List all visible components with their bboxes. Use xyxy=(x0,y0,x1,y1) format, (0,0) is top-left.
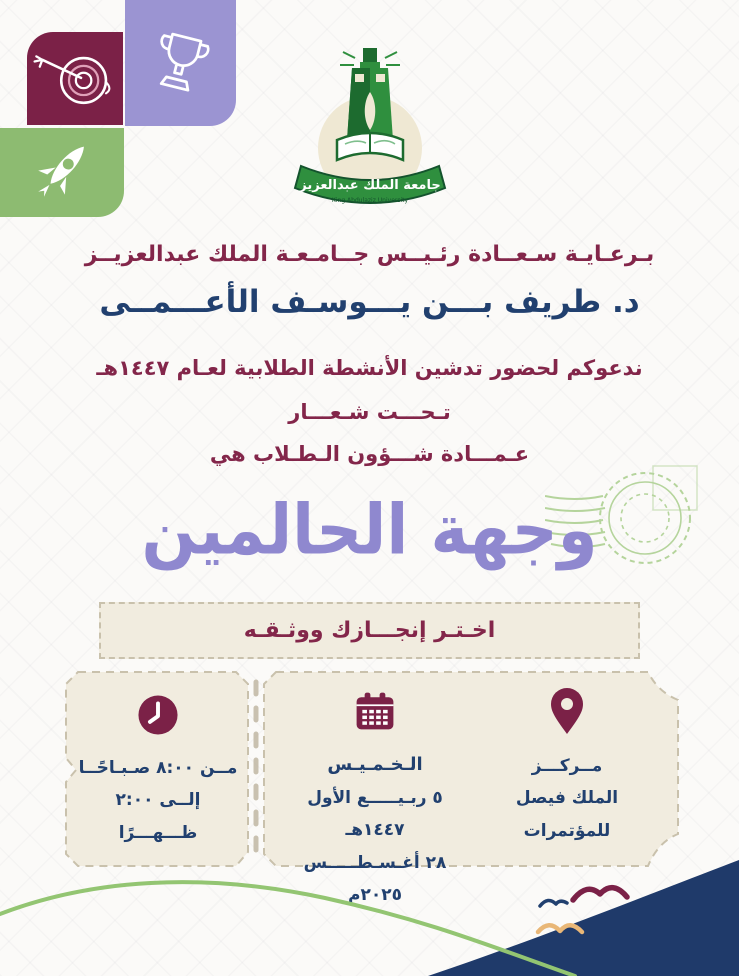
location-pin-icon xyxy=(472,688,662,740)
ticket-location-column xyxy=(472,688,662,847)
logo-university-name-en: King Abdulaziz University xyxy=(331,197,409,204)
event-day: الـخـمـيـس xyxy=(327,754,423,775)
logo-university-name-ar: جامعة الملك عبدالعزيز xyxy=(299,178,441,193)
deanship-line: عـمـــادة شـــؤون الـطـلاب هي xyxy=(209,442,530,466)
decor-square-purple xyxy=(125,0,236,126)
invitation-line: ندعوكم لحضور تدشين الأنشطة الطلابية لعـام ١٤٤٧هـ xyxy=(96,356,643,380)
university-logo xyxy=(285,36,455,221)
event-date-gregorian: ٢٨ أغـسـطـــــس ٢٠٢٥م xyxy=(303,852,447,906)
clock-icon xyxy=(74,692,242,742)
calendar-icon xyxy=(280,688,470,738)
slogan-intro-line: تـحـــت شـعـــار xyxy=(288,400,451,424)
main-title: وجهة الحالمين xyxy=(141,491,598,571)
footer-artwork xyxy=(0,836,739,976)
achievement-banner xyxy=(99,602,640,659)
time-from: مــن ٨:٠٠ صـبـاحًــا xyxy=(78,758,238,778)
rocket-icon xyxy=(20,132,104,214)
time-to: إلــى ٢:٠٠ ظـــهـــرًا xyxy=(115,790,201,843)
venue-line1: مــركـــز xyxy=(531,756,603,776)
navy-bird-icon xyxy=(540,900,567,906)
decor-square-green xyxy=(0,128,124,217)
trophy-icon xyxy=(138,13,224,113)
maroon-bird-icon xyxy=(573,888,627,900)
achievement-banner-text: اخـتـر إنجـــازك ووثـقـه xyxy=(243,618,496,643)
patronage-line: بـرعـايـة سـعــادة رئـيــس جــامـعـة الملك عبدالعزيــز xyxy=(84,242,655,267)
patron-name: د. طريف بـــن يـــوسـف الأعـــمــى xyxy=(99,284,640,320)
target-dart-icon xyxy=(30,34,120,124)
venue-line2: الملك فيصل للمؤتمرات xyxy=(515,788,619,841)
navy-hill-shape xyxy=(428,860,739,976)
event-date-hijri: ٥ ربـيـــــع الأول ١٤٤٧هـ xyxy=(307,788,443,841)
decor-square-maroon xyxy=(27,32,123,125)
ticket-time-column xyxy=(74,692,242,849)
